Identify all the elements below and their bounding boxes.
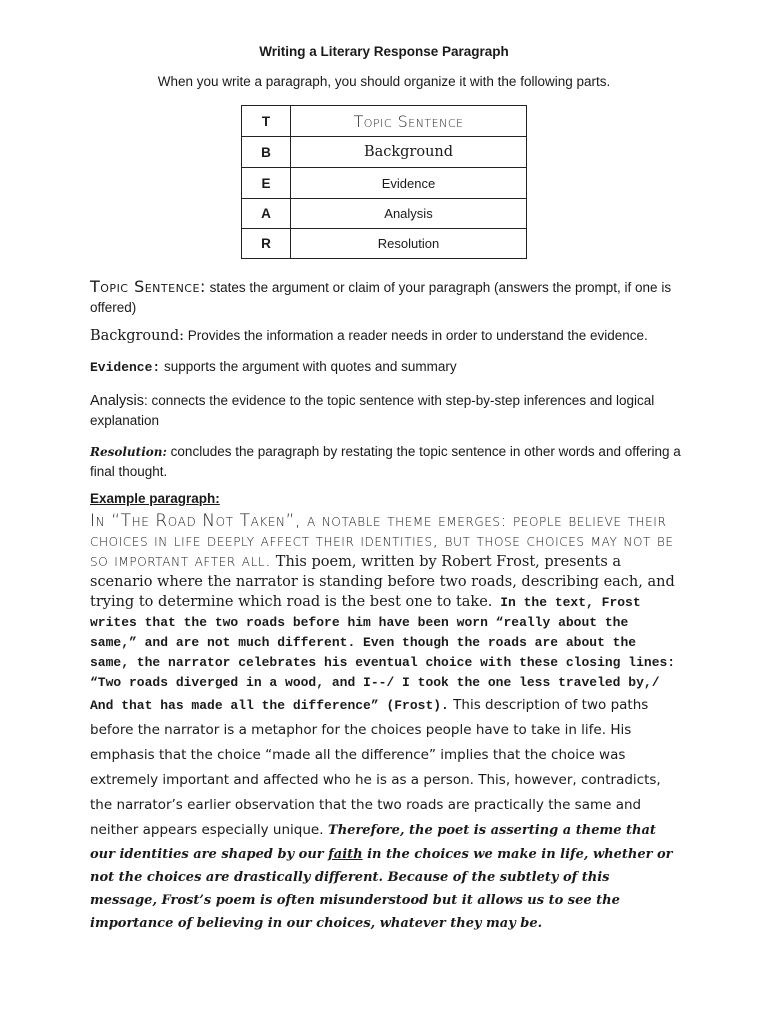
definition-evidence [90, 357, 690, 378]
example-analysis: This description of two paths before the narrator is a metaphor for the choices people have to take in life. His emphasis that the choice “made all the difference” implies that the choice was extremely important and affected who he is as a person. This, however, contradicts, the narrator’s earlier observation that the two roads are practically the same and neither appears especially unique. [90, 697, 661, 838]
tbear-table [241, 105, 527, 259]
table-row [242, 168, 527, 199]
example-background: This poem, written by Robert Frost, presents a scenario where the narrator is standing before two roads, describing each, and trying to determine which road is the best one to take. [90, 554, 675, 610]
definition-text: concludes the paragraph by restating the topic sentence in other words and offering a final thought. [90, 444, 681, 479]
resolution-text: Therefore, the poet is asserting a theme that our identities are shaped by our [90, 823, 656, 862]
row-letter: B [242, 137, 291, 168]
term-resolution: Resolution: [90, 445, 167, 459]
row-letter: R [242, 229, 291, 259]
row-letter: A [242, 199, 291, 229]
definition-topic [90, 277, 690, 318]
example-resolution [90, 823, 673, 931]
table-row [242, 106, 527, 137]
row-letter: E [242, 168, 291, 199]
row-word: Resolution [291, 229, 527, 259]
example-paragraph [90, 511, 680, 935]
table-row [242, 199, 527, 229]
example-evidence: In the text, Frost writes that the two roads before him have been worn “really about the same,” and are not much different. Even though the roads are about the same, the narrator celebrates his eventual choice with these closing lines: “Two roads diverged in a wood, and I--/ I took the one less traveled by,/ And that has made all the difference” (Frost). [90, 595, 676, 713]
definition-analysis [90, 391, 690, 431]
row-word: Evidence [291, 168, 527, 199]
definition-resolution [90, 442, 690, 482]
definition-text: supports the argument with quotes and summary [160, 359, 457, 374]
example-topic-sentence: In “The Road Not Taken”, a notable theme emerges: people believe their choices in life deeply affect their identities, but those choices may not be so important after all. [90, 511, 674, 571]
definition-text: : connects the evidence to the topic sentence with step-by-step inferences and logical explanation [90, 393, 655, 428]
term-evidence: Evidence: [90, 360, 161, 375]
row-word: Topic Sentence [291, 106, 527, 137]
row-letter: T [242, 106, 291, 137]
row-word: Background [291, 137, 527, 168]
table-row [242, 137, 527, 168]
table-row [242, 229, 527, 259]
definition-background [90, 326, 690, 346]
term-analysis: Analysis [90, 393, 144, 409]
term-background: Background: [90, 328, 184, 344]
page-title: Writing a Literary Response Paragraph [259, 44, 509, 59]
resolution-faith-word: faith [328, 847, 363, 862]
term-topic-sentence: Topic Sentence: [90, 277, 206, 296]
example-label: Example paragraph: [90, 491, 220, 506]
definition-text: states the argument or claim of your paragraph (answers the prompt, if one is offered) [90, 280, 672, 315]
resolution-text: in the choices we make in life, whether or not the choices are drastically different. Because of the subtlety of this message, Frost’s poem is often misunderstood but it allows us to see the importance of believing in our choices, whatever they may be. [90, 847, 673, 931]
row-word: Analysis [291, 199, 527, 229]
definition-text: Provides the information a reader needs in order to understand the evidence. [184, 328, 648, 343]
intro-text: When you write a paragraph, you should organize it with the following parts. [157, 74, 611, 89]
